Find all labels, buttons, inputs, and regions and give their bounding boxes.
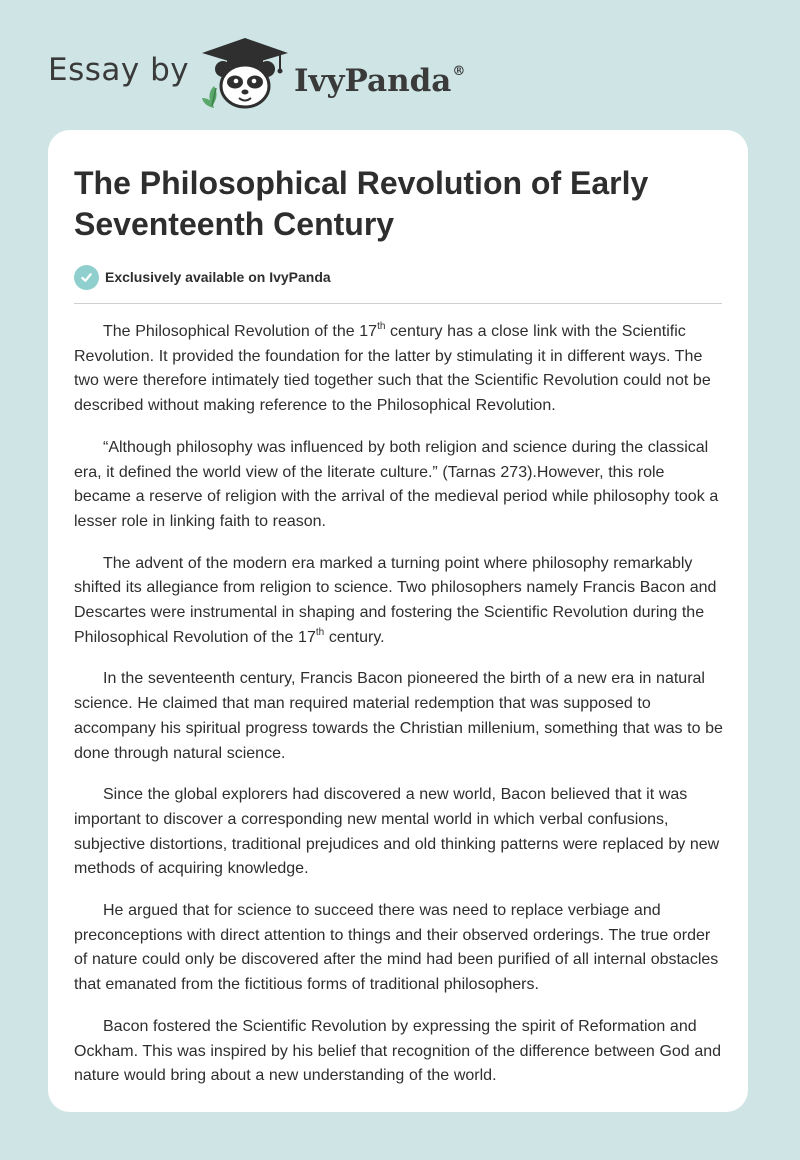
essay-paragraph bbox=[74, 899, 724, 998]
essay-title: The Philosophical Revolution of Early Seventeenth Century bbox=[74, 165, 649, 242]
paragraph-text: In the seventeenth century, Francis Bacon pioneered the birth of a new era in natural science. He claimed that man required material redemption that was supposed to accompany his spiritual progress towards the Christian millenium, something that was to be done through natural science. bbox=[74, 670, 723, 762]
essay-body bbox=[74, 320, 724, 1106]
essay-card bbox=[48, 130, 748, 1112]
ordinal-suffix: th bbox=[377, 321, 386, 332]
essay-by-label: Essay by bbox=[48, 52, 190, 88]
ordinal-suffix: th bbox=[315, 626, 325, 638]
paragraph-text: Since the global explorers had discovered a new world, Bacon believed that it was important to discover a corresponding new mental world in which verbal confusions, subjective distortions, traditional prejudices and old thinking patterns were replaced by new methods of acquiring knowledge. bbox=[74, 786, 720, 878]
paragraph-text: “Although philosophy was influenced by both religion and science during the classical era, it defined the world view of the literate culture.” (Tarnas 273).However, this role became a reserve of religion with the arrival of the medieval period while philosophy took a lesser role in linking faith to reason. bbox=[74, 438, 719, 530]
paragraph-text: He argued that for science to succeed there was need to replace verbiage and preconceptions with direct attention to things and their observed orderings. The true order of nature could only be discovered after the mind had been purified of all internal obstacles that emanated from the fictitious forms of traditional philosophers. bbox=[74, 902, 719, 994]
essay-paragraph bbox=[74, 320, 724, 419]
paragraph-text: century. bbox=[324, 628, 385, 646]
essay-paragraph bbox=[74, 436, 724, 535]
paragraph-text: century has a close link with the Scientific Revolution. It provided the foundation for the latter by stimulating it in different ways. The two were therefore intimately tied together such that the Scientific Revolution could not be described without making reference to the Philosophical Revolution. bbox=[74, 323, 711, 415]
essay-paragraph bbox=[74, 783, 724, 882]
brand-logo-text bbox=[294, 52, 465, 101]
essay-paragraph bbox=[74, 667, 724, 766]
divider bbox=[74, 303, 722, 304]
check-icon bbox=[74, 265, 99, 290]
paragraph-text: The Philosophical Revolution of the 17 bbox=[103, 323, 378, 340]
paragraph-text: Bacon fostered the Scientific Revolution by expressing the spirit of Reformation and Ockham. This was inspired by his belief that recognition of the difference between God and nature would bring about a new understanding of the world. bbox=[74, 1017, 722, 1085]
paragraph-text: The advent of the modern era marked a turning point where philosophy remarkably shifted its allegiance from religion to science. Two philosophers namely Francis Bacon and Descartes were instrumental in shaping and fostering the Scientific Revolution during the Philosophical Revolution of the 17 bbox=[74, 554, 717, 646]
registered-mark: ® bbox=[452, 64, 466, 79]
panda-graduate-icon bbox=[200, 36, 290, 110]
site-header bbox=[0, 0, 800, 120]
essay-paragraph bbox=[74, 552, 724, 651]
exclusive-label: Exclusively available on IvyPanda bbox=[105, 269, 331, 285]
brand-name: IvyPanda bbox=[294, 63, 452, 99]
exclusive-badge bbox=[74, 264, 331, 290]
essay-paragraph bbox=[74, 1015, 724, 1089]
